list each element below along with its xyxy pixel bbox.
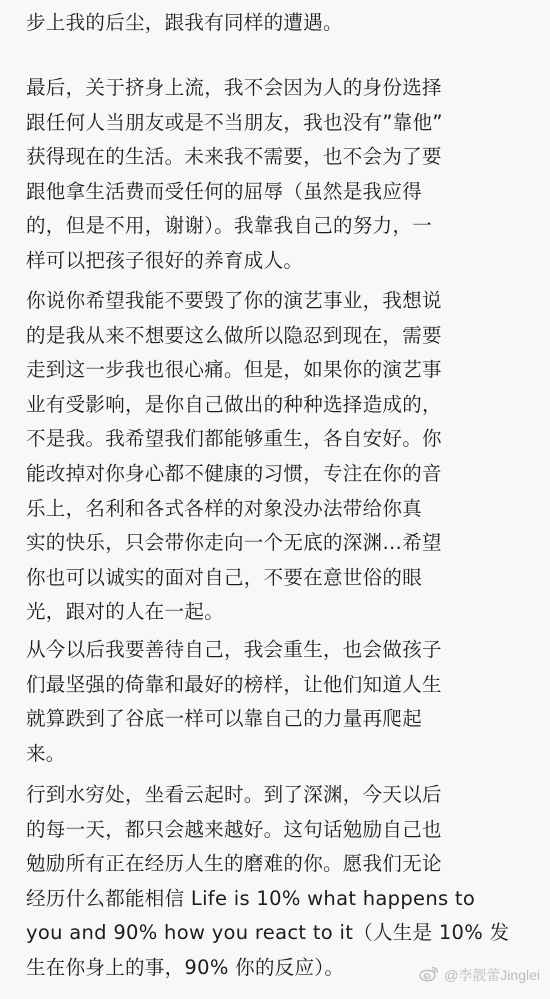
text-line: 的，但是不用，谢谢）。我靠我自己的努力，一 [26,214,433,238]
text-line: 业有受影响，是你自己做出的种种选择造成的， [26,392,442,416]
paragraph-2 [26,71,443,279]
text-line: 从今以后我要善待自己，我会重生，也会做孩子 [26,638,442,661]
text-line: 的每一天，都只会越来越好。这句话勉励自己也 [26,817,442,841]
text-line: 获得现在的生活。未来我不需要，也不会为了要 [26,145,442,169]
text-line: 能改掉对你身心都不健康的习惯，专注在你的音 [26,461,442,485]
text-line: 步上我的后尘，跟我有同样的遭遇。 [26,11,343,34]
text-line: 生在你身上的事，90% 你的反应）。 [26,955,345,979]
text-line: 就算跌到了谷底一样可以靠自己的力量再爬起 [26,707,423,731]
text-line: 你也可以诚实的面对自己，不要在意世俗的眼 [26,565,423,589]
text-line: 来。 [26,741,66,765]
text-line: 不是我。我希望我们都能够重生，各自安好。你 [26,427,442,451]
text-line: 最后，关于挤身上流，我不会因为人的身份选择 [26,76,442,99]
text-line: 乐上，名利和各式各样的对象没办法带给你真 [26,496,423,520]
paragraph-5 [26,778,509,986]
watermark-text: @李靓蕾Jinglei [444,967,540,983]
text-line: 你说你希望我能不要毁了你的演艺事业，我想说 [26,289,442,312]
paragraph-4 [26,633,442,771]
text-line: 样可以把孩子很好的养育成人。 [26,248,304,272]
paragraph-3 [26,284,442,630]
text-line: 勉励所有正在经历人生的磨难的你。愿我们无论 [26,852,442,876]
text-line: 跟任何人当朋友或是不当朋友，我也没有”靠他” [26,110,443,134]
text-line: 经历什么都能相信 Life is 10% what happens to [26,886,476,910]
watermark [419,965,540,985]
weibo-icon [419,965,439,985]
text-line: 走到这一步我也很心痛。但是，如果你的演艺事 [26,358,442,382]
text-line: you and 90% how you react to it（人生是 10% 发 [26,921,510,945]
text-line: 光，跟对的人在一起。 [26,600,225,624]
text-line: 行到水穷处，坐看云起时。到了深渊，今天以后 [26,783,442,806]
text-line: 们最坚强的倚靠和最好的榜样，让他们知道人生 [26,672,442,696]
text-line: 实的快乐，只会带你走向一个无底的深渊…希望 [26,531,442,555]
paragraph-1 [26,6,343,41]
text-line: 的是我从来不想要这么做所以隐忍到现在，需要 [26,323,442,347]
text-line: 跟他拿生活费而受任何的屈辱（虽然是我应得 [26,179,423,203]
